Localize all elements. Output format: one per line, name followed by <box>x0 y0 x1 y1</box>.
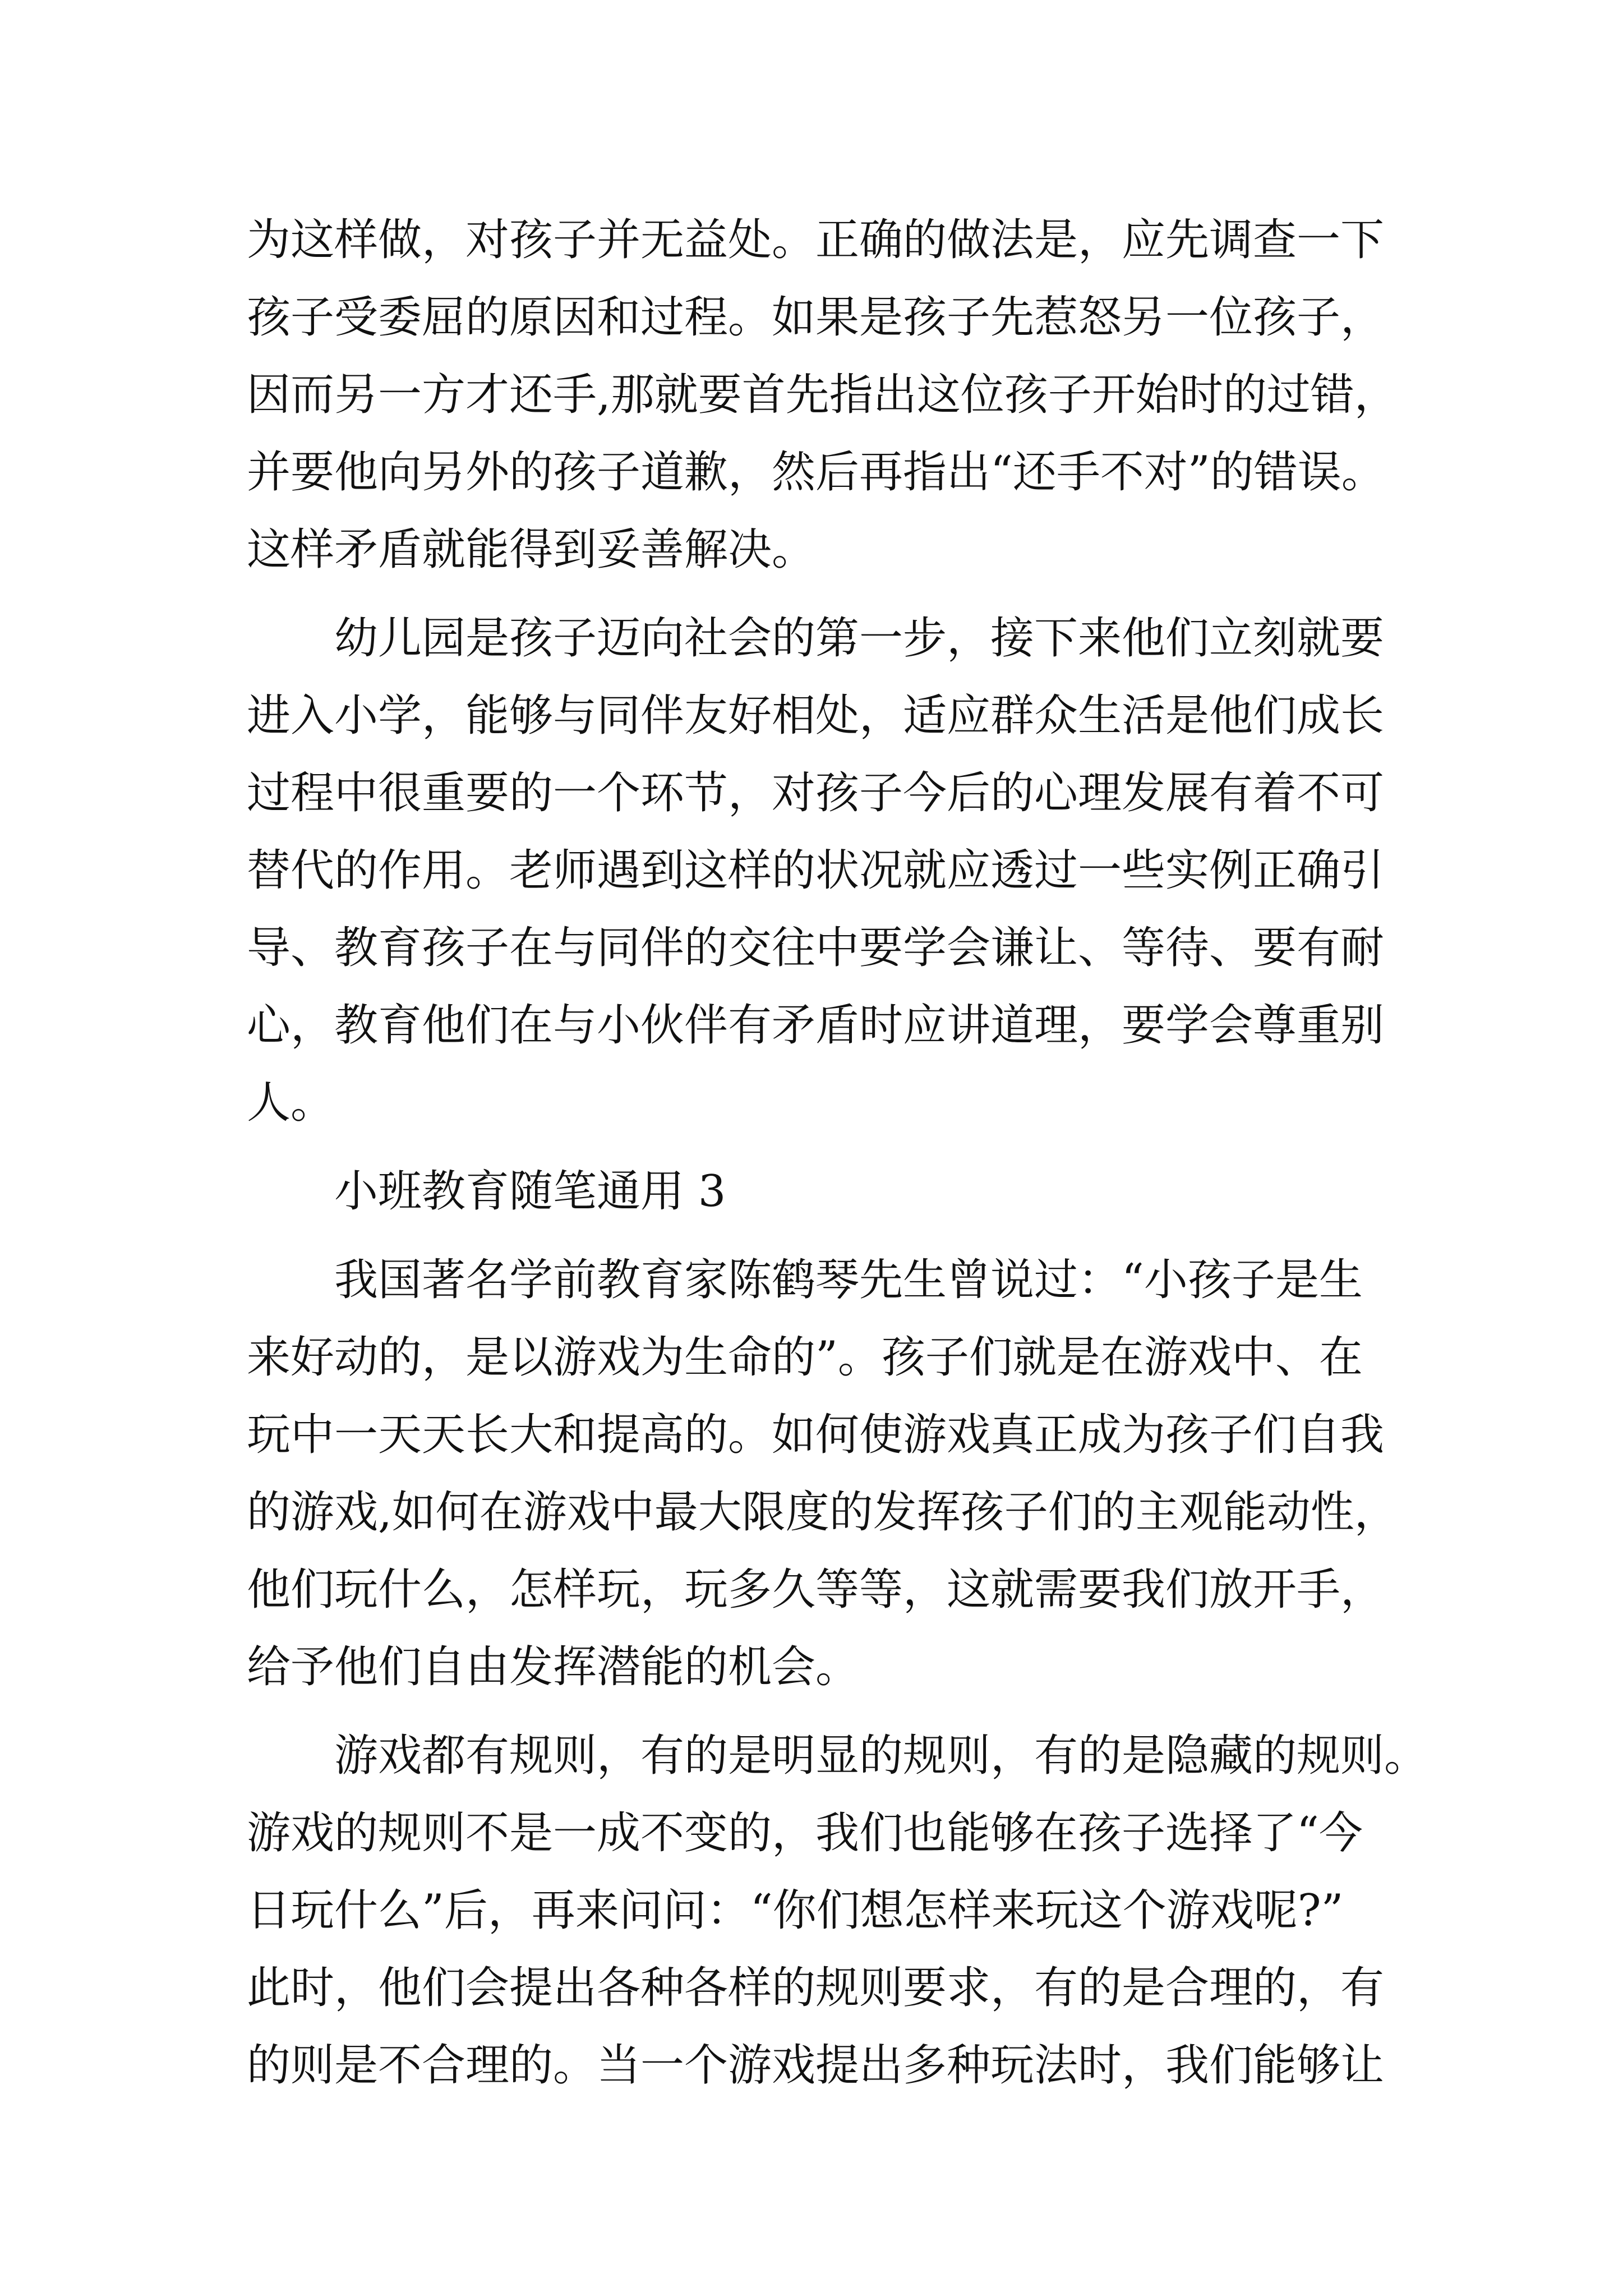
text-line: 过程中很重要的一个环节，对孩子今后的心理发展有着不可 <box>247 768 1385 818</box>
text-line: 他们玩什么，怎样玩，玩多久等等，这就需要我们放开手， <box>247 1565 1385 1615</box>
text-line: 游戏的规则不是一成不变的，我们也能够在孩子选择了“今 <box>247 1808 1363 1858</box>
paragraph-first-line: 游戏都有规则，有的是明显的规则，有的是隐藏的规则。 <box>334 1731 1428 1781</box>
text-line: 替代的作用。老师遇到这样的状况就应透过一些实例正确引 <box>247 845 1385 896</box>
text-line: 的则是不合理的。当一个游戏提出多种玩法时，我们能够让 <box>247 2040 1385 2091</box>
text-line: 并要他向另外的孩子道歉，然后再指出“还手不对”的错误。 <box>247 447 1385 498</box>
text-line: 为这样做，对孩子并无益处。正确的做法是，应先调查一下 <box>247 215 1385 265</box>
text-line: 进入小学，能够与同伴友好相处，适应群众生活是他们成长 <box>247 691 1385 741</box>
text-line: 孩子受委屈的原因和过程。如果是孩子先惹怒另一位孩子， <box>247 292 1385 343</box>
section-heading: 小班教育随笔通用 3 <box>334 1166 726 1217</box>
text-line: 此时，他们会提出各种各样的规则要求，有的是合理的，有 <box>247 1963 1385 2013</box>
text-line: 导、教育孩子在与同伴的交往中要学会谦让、等待、要有耐 <box>247 923 1385 973</box>
text-line: 玩中一天天长大和提高的。如何使游戏真正成为孩子们自我 <box>247 1410 1385 1460</box>
text-line: 这样矛盾就能得到妥善解决。 <box>247 524 816 575</box>
paragraph-first-line: 幼儿园是孩子迈向社会的第一步，接下来他们立刻就要 <box>334 613 1385 664</box>
text-line: 人。 <box>247 1078 335 1128</box>
text-line: 来好动的，是以游戏为生命的”。孩子们就是在游戏中、在 <box>247 1332 1363 1383</box>
paragraph-first-line: 我国著名学前教育家陈鹤琴先生曾说过：“小孩子是生 <box>334 1255 1363 1305</box>
text-line: 因而另一方才还手,那就要首先指出这位孩子开始时的过错， <box>247 370 1398 420</box>
text-line: 给予他们自由发挥潜能的机会。 <box>247 1642 860 1692</box>
text-line: 心，教育他们在与小伙伴有矛盾时应讲道理，要学会尊重别 <box>247 1000 1385 1051</box>
text-line: 的游戏,如何在游戏中最大限度的发挥孩子们的主观能动性， <box>247 1487 1398 1538</box>
text-line: 日玩什么”后，再来问问：“你们想怎样来玩这个游戏呢?” <box>247 1885 1344 1936</box>
